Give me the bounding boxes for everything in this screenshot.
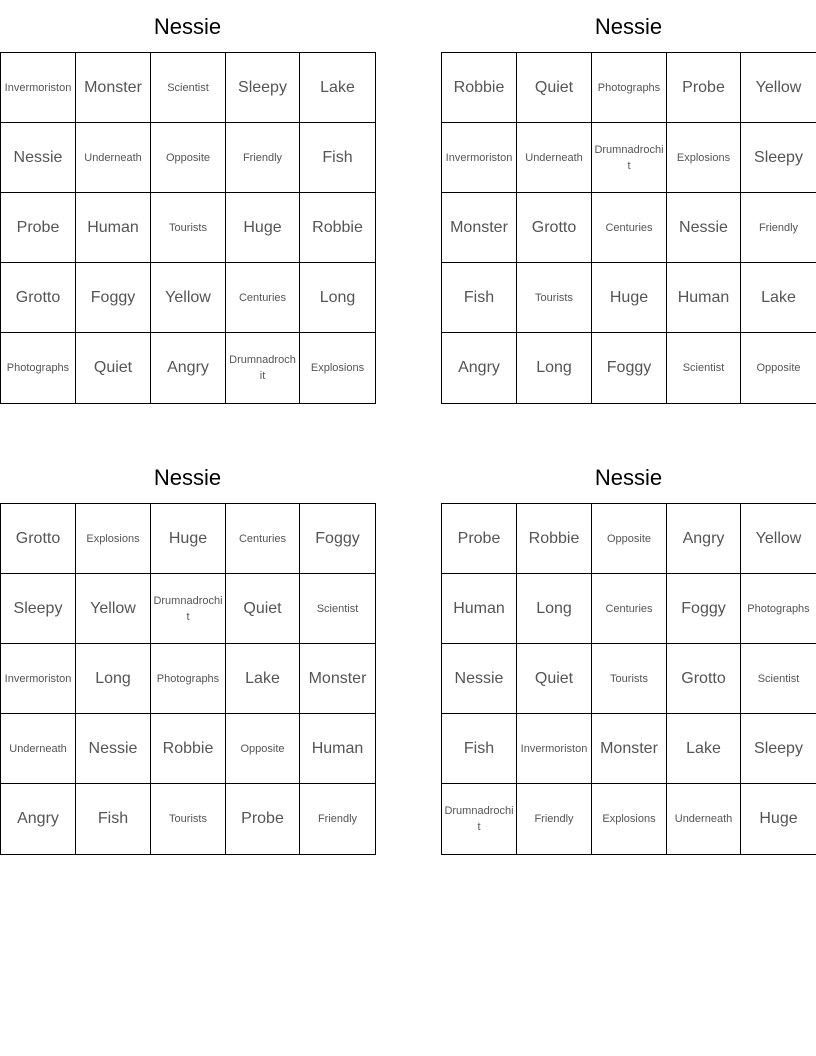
bingo-cell: Invermoriston (1, 644, 76, 714)
bingo-cell: Centuries (226, 504, 300, 574)
bingo-cell: Robbie (517, 504, 592, 574)
bingo-cell: Sleepy (1, 574, 76, 644)
bingo-cell: Yellow (741, 53, 816, 123)
bingo-grid (0, 503, 376, 855)
bingo-cell: Opposite (226, 714, 300, 784)
bingo-cell: Scientist (151, 53, 226, 123)
bingo-cell: Nessie (667, 193, 741, 263)
bingo-cell: Huge (151, 504, 226, 574)
bingo-cell: Angry (1, 784, 76, 854)
bingo-cell: Drumnadrochit (592, 123, 667, 193)
bingo-cell: Angry (442, 333, 517, 403)
bingo-cell: Scientist (667, 333, 741, 403)
bingo-cell: Photographs (1, 333, 76, 403)
bingo-cell: Photographs (592, 53, 667, 123)
bingo-cell: Tourists (151, 784, 226, 854)
bingo-cell: Nessie (1, 123, 76, 193)
bingo-cell: Quiet (76, 333, 151, 403)
bingo-cell: Sleepy (226, 53, 300, 123)
bingo-cell: Drumnadrochit (226, 333, 300, 403)
bingo-card-2 (441, 13, 816, 376)
bingo-cell: Foggy (592, 333, 667, 403)
bingo-cell: Angry (667, 504, 741, 574)
bingo-cell: Quiet (226, 574, 300, 644)
bingo-cell: Explosions (310, 362, 365, 374)
bingo-cell: Nessie (442, 644, 517, 714)
bingo-cell: Scientist (741, 644, 816, 714)
bingo-cell: Friendly (517, 784, 592, 854)
bingo-cell: Monster (592, 714, 667, 784)
card-title: Nessie (153, 14, 222, 39)
bingo-cell: Robbie (442, 53, 517, 123)
bingo-cell: Underneath (667, 784, 741, 854)
bingo-cell: Huge (226, 193, 300, 263)
bingo-cell: Centuries (592, 574, 667, 644)
bingo-cell: Friendly (741, 193, 816, 263)
bingo-cell: Yellow (76, 574, 151, 644)
bingo-cell: Human (442, 574, 517, 644)
bingo-cell: Invermoriston (442, 123, 517, 193)
bingo-cell: Lake (667, 714, 741, 784)
bingo-cell: Human (300, 714, 375, 784)
bingo-cell: Foggy (300, 504, 375, 574)
bingo-grid (0, 52, 376, 404)
bingo-cell: Opposite (151, 123, 226, 193)
bingo-cell: Fish (76, 784, 151, 854)
bingo-cell: Lake (741, 263, 816, 333)
bingo-cell: Nessie (76, 714, 151, 784)
bingo-cell: Tourists (517, 263, 592, 333)
bingo-cell: Drumnadrochit (442, 784, 517, 854)
bingo-card-3 (0, 464, 375, 827)
bingo-cell: Centuries (592, 193, 667, 263)
card-title: Nessie (594, 14, 663, 39)
bingo-cell: Robbie (300, 193, 375, 263)
bingo-cell: Monster (442, 193, 517, 263)
bingo-cell: Monster (76, 53, 151, 123)
card-title: Nessie (153, 465, 222, 490)
bingo-card-1 (0, 13, 375, 382)
bingo-cell: Yellow (151, 263, 226, 333)
bingo-grid (441, 503, 816, 855)
bingo-cell: Invermoriston (517, 714, 592, 784)
bingo-cell: Grotto (1, 263, 76, 333)
bingo-cell: Long (517, 574, 592, 644)
bingo-cell: Photographs (151, 644, 226, 714)
bingo-cell: Explosions (592, 784, 667, 854)
bingo-cell: Friendly (226, 123, 300, 193)
bingo-cell: Probe (226, 784, 300, 854)
bingo-cell: Huge (592, 263, 667, 333)
bingo-cell: Robbie (151, 714, 226, 784)
bingo-cell: Long (76, 644, 151, 714)
bingo-cell: Tourists (592, 644, 667, 714)
bingo-cell: Lake (226, 644, 300, 714)
bingo-cell: Centuries (226, 263, 300, 333)
bingo-cell: Underneath (517, 123, 592, 193)
bingo-cell: Opposite (756, 362, 801, 374)
bingo-cell: Sleepy (741, 714, 816, 784)
bingo-cell: Grotto (517, 193, 592, 263)
bingo-cell: Human (667, 263, 741, 333)
bingo-cell: Drumnadrochit (151, 574, 226, 644)
card-title: Nessie (594, 465, 663, 490)
bingo-cell: Friendly (317, 813, 358, 825)
bingo-cell: Fish (300, 123, 375, 193)
bingo-cell: Explosions (76, 504, 151, 574)
bingo-cell: Long (517, 333, 592, 403)
bingo-cell: Explosions (667, 123, 741, 193)
bingo-cell: Long (300, 263, 375, 333)
bingo-cell: Invermoriston (1, 53, 76, 123)
bingo-cell: Foggy (76, 263, 151, 333)
bingo-cell: Grotto (667, 644, 741, 714)
bingo-cell: Scientist (300, 574, 375, 644)
bingo-cell: Grotto (1, 504, 76, 574)
bingo-cell: Sleepy (741, 123, 816, 193)
bingo-cell: Foggy (667, 574, 741, 644)
bingo-cell: Lake (300, 53, 375, 123)
bingo-cell: Huge (759, 810, 798, 827)
bingo-card-4 (441, 464, 816, 833)
bingo-cell: Quiet (517, 644, 592, 714)
bingo-cell: Probe (1, 193, 76, 263)
bingo-cell: Underneath (76, 123, 151, 193)
bingo-cell: Probe (442, 504, 517, 574)
bingo-cell: Underneath (1, 714, 76, 784)
bingo-cell: Probe (667, 53, 741, 123)
bingo-cell: Fish (442, 714, 517, 784)
bingo-cell: Human (76, 193, 151, 263)
bingo-cell: Tourists (151, 193, 226, 263)
bingo-cell: Fish (442, 263, 517, 333)
bingo-grid (441, 52, 816, 404)
bingo-cell: Angry (151, 333, 226, 403)
bingo-cell: Opposite (592, 504, 667, 574)
bingo-cell: Photographs (741, 574, 816, 644)
bingo-cell: Quiet (517, 53, 592, 123)
bingo-cell: Monster (300, 644, 375, 714)
bingo-cell: Yellow (741, 504, 816, 574)
